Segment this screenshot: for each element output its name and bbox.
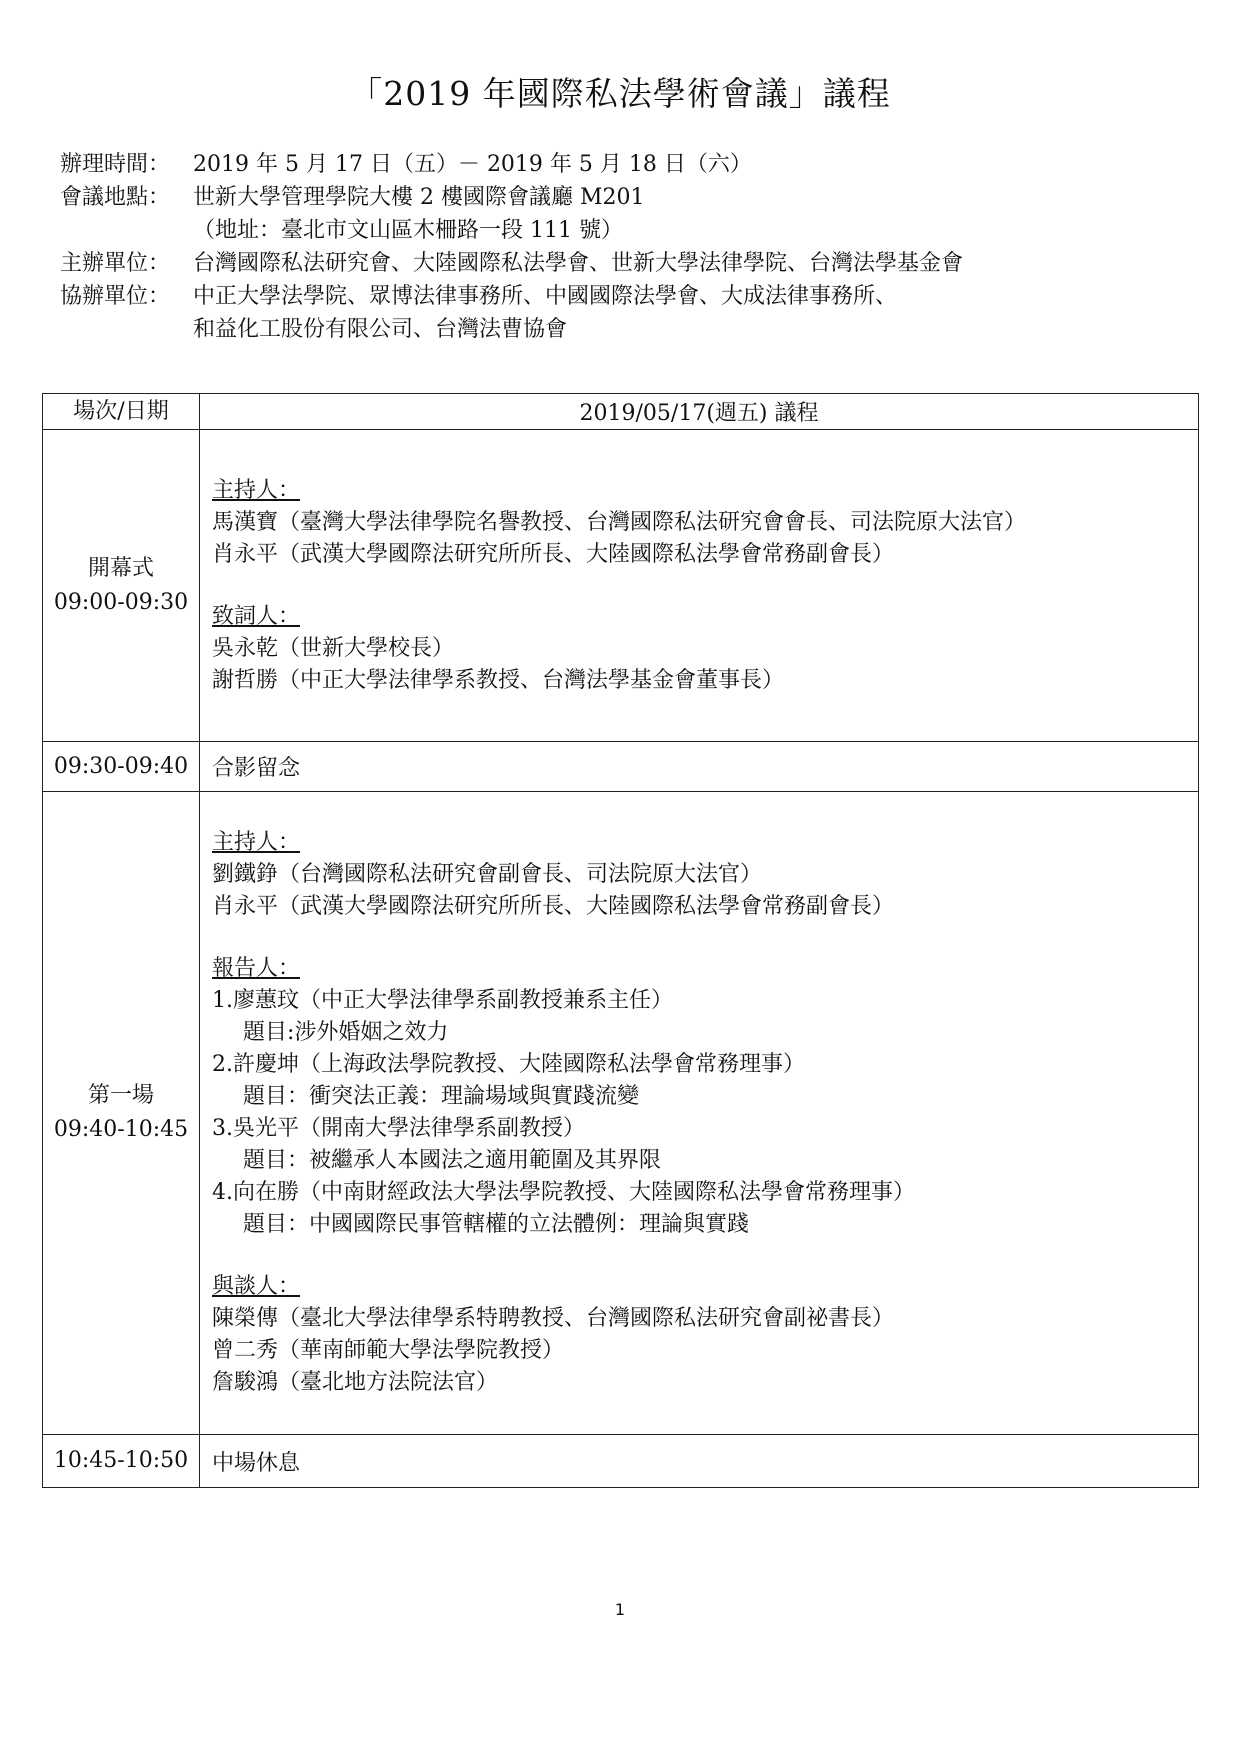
opening-host-1: 馬漢寶（臺灣大學法律學院名譽教授、台灣國際私法研究會會長、司法院原大法官） bbox=[212, 509, 1027, 535]
session1-host-2: 肖永平（武漢大學國際法研究所所長、大陸國際私法學會常務副會長） bbox=[212, 894, 895, 919]
session1-reporter-role: 報告人： bbox=[212, 956, 301, 981]
reporter-4: 4.向在勝（中南財經政法大學法學院教授、大陸國際私法學會常務理事） bbox=[212, 1180, 915, 1205]
table-row-session1 bbox=[43, 792, 1199, 1435]
session1-discussant-role: 與談人： bbox=[212, 1274, 301, 1299]
host-value: 台灣國際私法研究會、大陸國際私法學會、世新大學法律學院、台灣法學基金會 bbox=[193, 251, 964, 276]
table-row-opening bbox=[43, 430, 1199, 742]
session1-cell bbox=[43, 792, 200, 1435]
cohost-value-1: 中正大學法學院、眾博法律事務所、中國國際法學會、大成法律事務所、 bbox=[193, 284, 898, 309]
opening-host-role: 主持人： bbox=[212, 477, 301, 503]
opening-speaker-role: 致詞人： bbox=[212, 603, 301, 629]
page-number: 1 bbox=[614, 1600, 626, 1619]
opening-name: 開幕式 bbox=[87, 555, 154, 581]
discussant-1: 陳榮傳（臺北大學法律學系特聘教授、台灣國際私法研究會副祕書長） bbox=[212, 1306, 895, 1331]
time-label: 辦理時間： bbox=[60, 152, 171, 177]
break-content: 中場休息 bbox=[200, 1435, 1199, 1488]
opening-time: 09:00-09:30 bbox=[53, 589, 189, 615]
table-row-break bbox=[43, 1435, 1199, 1488]
header-session-date: 場次/日期 bbox=[43, 394, 200, 430]
agenda-table bbox=[42, 393, 1199, 1488]
opening-host-2: 肖永平（武漢大學國際法研究所所長、大陸國際私法學會常務副會長） bbox=[212, 541, 895, 567]
venue-address-text: （地址：臺北市文山區木柵路一段 111 號） bbox=[193, 218, 623, 243]
venue-value: 世新大學管理學院大樓 2 樓國際會議廳 M201 bbox=[193, 185, 645, 210]
reporter-2-topic: 題目：衝突法正義：理論場域與實踐流變 bbox=[243, 1084, 640, 1109]
session1-name: 第一場 bbox=[87, 1083, 154, 1108]
opening-speaker-1: 吳永乾（世新大學校長） bbox=[212, 635, 455, 661]
discussant-2: 曾二秀（華南師範大學法學院教授） bbox=[212, 1338, 565, 1363]
photo-content: 合影留念 bbox=[200, 742, 1199, 792]
reporter-1: 1.廖蕙玟（中正大學法律學系副教授兼系主任） bbox=[212, 988, 673, 1013]
info-cohost-row bbox=[60, 280, 963, 313]
break-time: 10:45-10:50 bbox=[43, 1435, 200, 1488]
reporter-4-topic: 題目：中國國際民事管轄權的立法體例：理論與實踐 bbox=[243, 1212, 750, 1237]
opening-session-cell bbox=[43, 430, 200, 742]
host-label: 主辦單位： bbox=[60, 251, 171, 276]
info-time-row bbox=[60, 148, 963, 181]
discussant-3: 詹駿鴻（臺北地方法院法官） bbox=[212, 1370, 499, 1395]
table-header-row bbox=[43, 394, 1199, 430]
cohost-continuation bbox=[60, 313, 963, 346]
reporter-1-topic: 題目:涉外婚姻之效力 bbox=[243, 1020, 449, 1045]
opening-speaker-2: 謝哲勝（中正大學法律學系教授、台灣法學基金會董事長） bbox=[212, 667, 785, 693]
header-agenda: 2019/05/17(週五) 議程 bbox=[200, 394, 1199, 430]
session1-content-cell bbox=[200, 792, 1199, 1435]
venue-label: 會議地點： bbox=[60, 185, 171, 210]
table-row-photo bbox=[43, 742, 1199, 792]
session1-time: 09:40-10:45 bbox=[53, 1117, 189, 1142]
conference-info bbox=[60, 148, 963, 346]
session1-host-role: 主持人： bbox=[212, 830, 301, 855]
reporter-3-topic: 題目：被繼承人本國法之適用範圍及其界限 bbox=[243, 1148, 662, 1173]
page-title: 「2019 年國際私法學術會議」議程 bbox=[349, 74, 891, 113]
info-venue-row bbox=[60, 181, 963, 214]
reporter-3: 3.吳光平（開南大學法律學系副教授） bbox=[212, 1116, 585, 1141]
session1-host-1: 劉鐵錚（台灣國際私法研究會副會長、司法院原大法官） bbox=[212, 862, 763, 887]
photo-time: 09:30-09:40 bbox=[43, 742, 200, 792]
time-value: 2019 年 5 月 17 日（五）－ 2019 年 5 月 18 日（六） bbox=[193, 152, 752, 177]
venue-address bbox=[60, 214, 963, 247]
cohost-value-2: 和益化工股份有限公司、台灣法曹協會 bbox=[193, 317, 568, 342]
reporter-2: 2.許慶坤（上海政法學院教授、大陸國際私法學會常務理事） bbox=[212, 1052, 805, 1077]
cohost-label: 協辦單位： bbox=[60, 284, 171, 309]
info-host-row bbox=[60, 247, 963, 280]
opening-content-cell bbox=[200, 430, 1199, 742]
